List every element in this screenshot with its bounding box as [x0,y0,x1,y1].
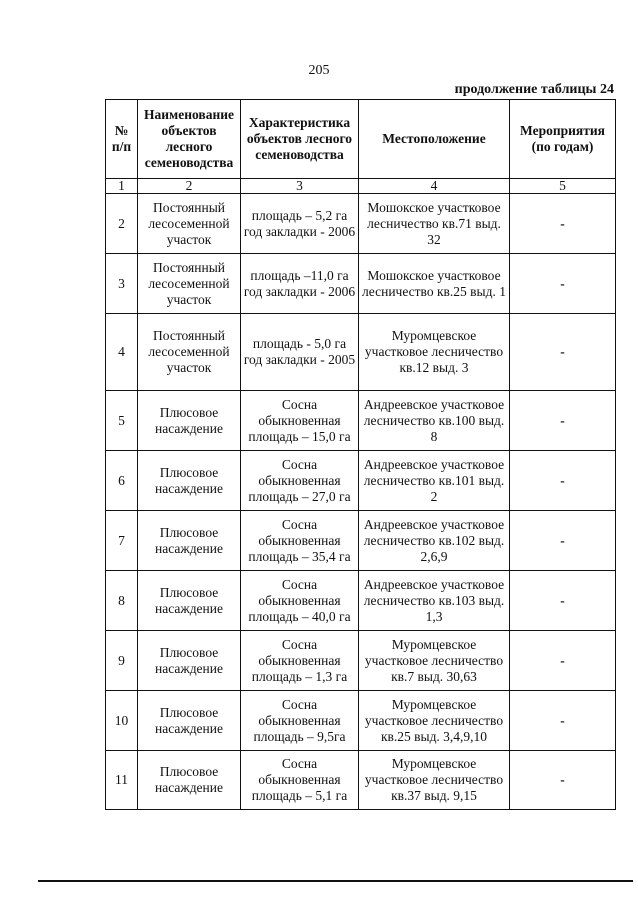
row-number-cell: 11 [106,751,138,810]
location-cell: Андреевское участковое лесничество кв.100 выд. 8 [359,391,510,451]
location-cell: Муромцевское участковое лесничество кв.12 выд. 3 [359,314,510,391]
characteristics-cell: Сосна обыкновенная площадь – 9,5га [241,691,359,751]
location-cell: Муромцевское участковое лесничество кв.25 выд. 3,4,9,10 [359,691,510,751]
characteristics-cell: Сосна обыкновенная площадь – 27,0 га [241,451,359,511]
measures-cell: - [510,691,616,751]
table-row [106,571,616,631]
header-number: № п/п [106,100,138,179]
page-number: 205 [308,63,330,78]
table-row [106,194,616,254]
characteristics-cell: Сосна обыкновенная площадь – 1,3 га [241,631,359,691]
location-cell: Муромцевское участковое лесничество кв.7 выд. 30,63 [359,631,510,691]
measures-cell: - [510,391,616,451]
characteristics-cell: Сосна обыкновенная площадь – 40,0 га [241,571,359,631]
row-number-cell: 5 [106,391,138,451]
object-name-cell: Плюсовое насаждение [138,571,241,631]
object-name-cell: Плюсовое насаждение [138,751,241,810]
header-object-name: Наименование объектов лесного семеноводства [138,100,241,179]
table-continuation-caption: продолжение таблицы 24 [454,82,614,97]
seed-objects-table [105,99,616,810]
object-name-cell: Плюсовое насаждение [138,691,241,751]
location-cell: Мошокское участковое лесничество кв.25 выд. 1 [359,254,510,314]
column-number: 3 [241,179,359,194]
table-row [106,511,616,571]
table-body [106,194,616,810]
measures-cell: - [510,194,616,254]
measures-cell: - [510,571,616,631]
object-name-cell: Постоянный лесосеменной участок [138,314,241,391]
object-name-cell: Плюсовое насаждение [138,511,241,571]
object-name-cell: Плюсовое насаждение [138,631,241,691]
column-number: 1 [106,179,138,194]
measures-cell: - [510,631,616,691]
row-number-cell: 7 [106,511,138,571]
column-numbers-row [106,179,616,194]
row-number-cell: 9 [106,631,138,691]
characteristics-cell: площадь - 5,0 га год закладки - 2005 [241,314,359,391]
object-name-cell: Постоянный лесосеменной участок [138,254,241,314]
characteristics-cell: Сосна обыкновенная площадь – 5,1 га [241,751,359,810]
row-number-cell: 8 [106,571,138,631]
table-header-row [106,100,616,179]
table-row [106,751,616,810]
column-number: 2 [138,179,241,194]
row-number-cell: 6 [106,451,138,511]
object-name-cell: Постоянный лесосеменной участок [138,194,241,254]
characteristics-cell: Сосна обыкновенная площадь – 15,0 га [241,391,359,451]
measures-cell: - [510,254,616,314]
table-row [106,691,616,751]
header-measures: Мероприятия (по годам) [510,100,616,179]
table-row [106,391,616,451]
location-cell: Андреевское участковое лесничество кв.102 выд. 2,6,9 [359,511,510,571]
measures-cell: - [510,314,616,391]
table-row [106,631,616,691]
characteristics-cell: Сосна обыкновенная площадь – 35,4 га [241,511,359,571]
row-number-cell: 2 [106,194,138,254]
measures-cell: - [510,751,616,810]
row-number-cell: 10 [106,691,138,751]
measures-cell: - [510,511,616,571]
measures-cell: - [510,451,616,511]
row-number-cell: 4 [106,314,138,391]
characteristics-cell: площадь –11,0 га год закладки - 2006 [241,254,359,314]
location-cell: Андреевское участковое лесничество кв.103 выд. 1,3 [359,571,510,631]
column-number: 5 [510,179,616,194]
header-characteristics: Характеристика объектов лесного семеноводства [241,100,359,179]
location-cell: Андреевское участковое лесничество кв.101 выд. 2 [359,451,510,511]
bottom-rule [38,880,633,882]
location-cell: Мошокское участковое лесничество кв.71 выд. 32 [359,194,510,254]
table-row [106,314,616,391]
column-number: 4 [359,179,510,194]
table-row [106,451,616,511]
header-location: Местоположение [359,100,510,179]
location-cell: Муромцевское участковое лесничество кв.37 выд. 9,15 [359,751,510,810]
row-number-cell: 3 [106,254,138,314]
characteristics-cell: площадь – 5,2 га год закладки - 2006 [241,194,359,254]
object-name-cell: Плюсовое насаждение [138,391,241,451]
object-name-cell: Плюсовое насаждение [138,451,241,511]
table-row [106,254,616,314]
